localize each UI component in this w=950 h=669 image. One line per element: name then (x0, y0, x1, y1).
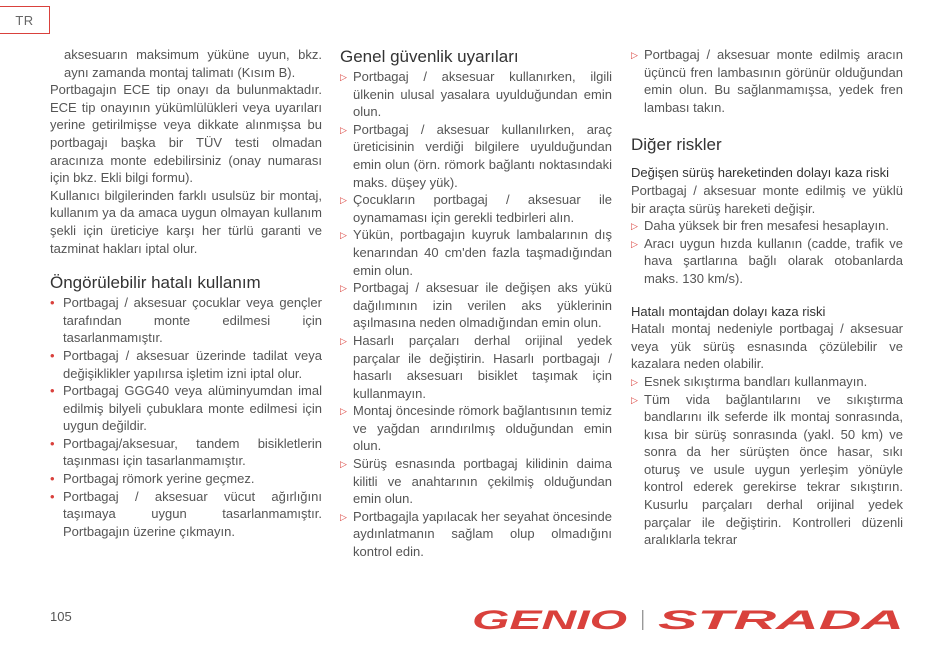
paragraph: Portbagajın ECE tip onayı da bulunmaktadır. ECE tip onayının yükümlülükleri veya uyarıları yerine getirilmişse veya dikkate alınmışsa bu portbagajı başka bir TÜV testi olmadan aracınıza monte edebilirsiniz (onay numarası için bkz. Ekli bilgi formu). (50, 82, 322, 186)
paragraph: Kullanıcı bilgilerinden farklı usulsüz bir montaj, kullanım ya da amaca uygun olmayan kullanım şekli için üreticiye karşı her türlü garanti ve tazminat hakları iptal olur. (50, 187, 322, 256)
language-tab: TR (0, 6, 50, 34)
list-item: ▷ Sürüş esnasında portbagaj kilidinin daima kilitli ve anahtarının çekilmiş olduğundan emin olun. (340, 456, 612, 507)
list-item: ▷ Hasarlı parçaları derhal orijinal yedek parçalar ile değiştirin. Hasarlı portbagajı / hasarlı aksesuarı bisiklet taşımak için kullanmayın. (340, 332, 612, 401)
triangle-bullet-icon: ▷ (340, 124, 347, 135)
logo-divider (642, 610, 643, 630)
list-item: ▷ Portbagaj / aksesuar monte edilmiş aracın üçüncü fren lambasının görünür olduğundan emin olun. Bu sağlanmamışsa, yedek fren lambası takın. (631, 47, 903, 115)
logo-strada-text: STRADA (658, 605, 904, 635)
bullet-icon: • (50, 295, 55, 311)
list-item: ▷ Portbagaj / aksesuar ile değişen aks yükü dağılımının izin verilen aks yüklerinin aşılmasına neden olmadığından emin olun. (340, 280, 612, 331)
triangle-bullet-icon: ▷ (340, 511, 347, 522)
column-left (50, 46, 322, 540)
triangle-bullet-icon: ▷ (631, 376, 638, 387)
list-item: ▷ Aracı uygun hızda kullanın (cadde, trafik ve hava şartlarına bağlı olarak otobanlarda maks. 130 km/s). (631, 235, 903, 286)
paragraph: aksesuarın maksimum yüküne uyun, bkz. aynı zamanda montaj talimatı (Kısım B). (64, 47, 322, 80)
list-item: • Portbagaj GGG40 veya alüminyumdan imal edilmiş bilyeli çubuklara monte edilmesi için uygun değildir. (50, 383, 322, 434)
list-item: ▷ Portbagaj / aksesuar kullanılırken, araç üreticisinin verdiği bilgilere uyulduğundan emin olun (örn. römork bağlantı noktasındaki maks. düşey yük). (340, 121, 612, 190)
triangle-bullet-icon: ▷ (340, 195, 347, 206)
bullet-icon: • (50, 435, 55, 451)
triangle-bullet-icon: ▷ (631, 50, 638, 60)
list-item: ▷ Portbagaj / aksesuar kullanırken, ilgili ülkenin ulusal yasalara uyulduğundan emin olun. (340, 69, 612, 120)
paragraph: Hatalı montaj nedeniyle portbagaj / aksesuar veya yük sürüş esnasında çözülebilir ve kazalara neden olabilir. (631, 321, 903, 372)
logo-genio-text: GENIO (472, 605, 627, 635)
list-item: ▷ Daha yüksek bir fren mesafesi hesaplayın. (631, 217, 903, 235)
list-item: • Portbagaj / aksesuar çocuklar veya gençler tarafından monte edilmesi için tasarlanmamıştır. (50, 295, 322, 346)
list-item: • Portbagaj / aksesuar üzerinde tadilat veya değişiklikler yapılırsa işletim izni iptal olur. (50, 347, 322, 381)
list-item: ▷ Portbagajla yapılacak her seyahat öncesinde aydınlatmanın sağlam olup olmadığını kontrol edin. (340, 508, 612, 560)
bullet-icon: • (50, 383, 55, 399)
paragraph: Portbagaj / aksesuar monte edilmiş ve yüklü bir araçta sürüş hareketi değişir. (631, 182, 903, 216)
list-item: ▷ Yükün, portbagajın kuyruk lambalarının dış kenarından 40 cm'den fazla taşmadığından emin olun. (340, 227, 612, 278)
bullet-icon: • (50, 347, 55, 363)
triangle-bullet-icon: ▷ (631, 394, 638, 405)
column-right (631, 46, 903, 549)
list-item: ▷ Esnek sıkıştırma bandları kullanmayın. (631, 373, 903, 391)
genio-strada-logo (472, 604, 904, 636)
triangle-bullet-icon: ▷ (340, 335, 347, 346)
triangle-bullet-icon: ▷ (340, 230, 347, 241)
column-middle (340, 46, 612, 561)
list-item: • Portbagaj/aksesuar, tandem bisikletlerin taşınması için tasarlanmamıştır. (50, 435, 322, 469)
subsection-heading: Hatalı montajdan dolayı kaza riski (631, 303, 826, 319)
section-heading: Öngörülebilir hatalı kullanım (50, 273, 261, 293)
list-item: ▷ Çocukların portbagaj / aksesuar ile oynamaması için gerekli tedbirleri alın. (340, 192, 612, 225)
list-item: • Portbagaj römork yerine geçmez. (50, 471, 255, 487)
section-heading: Diğer riskler (631, 135, 722, 155)
section-heading: Genel güvenlik uyarıları (340, 47, 519, 66)
list-item: ▷ Tüm vida bağlantılarını ve sıkıştırma bandlarını ilk seferde ilk montaj sonrasında, kısa bir sürüş sonrasında (yakl. 50 km) ve sonra da her sürüşten önce hasar, sıkı oturuş ve usule uygun yerleşim yönüyle kontrol ederek gerekirse tekrar sıkıştırın. Kusurlu parçaları derhal orijinal yedek parçalar ile değiştirin. Kontrolleri düzenli aralıklarla tekrar (631, 391, 903, 548)
triangle-bullet-icon: ▷ (340, 283, 347, 294)
page-number: 105 (50, 609, 72, 624)
bullet-icon: • (50, 471, 55, 487)
triangle-bullet-icon: ▷ (631, 221, 638, 232)
subsection-heading: Değişen sürüş hareketinden dolayı kaza riski (631, 165, 889, 181)
triangle-bullet-icon: ▷ (340, 459, 347, 470)
list-item: • Portbagaj / aksesuar vücut ağırlığını taşımaya uygun tasarlanmamıştır. Portbagajın üzerine çıkmayın. (50, 488, 322, 539)
triangle-bullet-icon: ▷ (631, 238, 638, 249)
triangle-bullet-icon: ▷ (340, 72, 347, 82)
triangle-bullet-icon: ▷ (340, 406, 347, 417)
list-item: ▷ Montaj öncesinde römork bağlantısının temiz ve yağdan arındırılmış olduğundan emin olun. (340, 403, 612, 454)
bullet-icon: • (50, 488, 55, 504)
